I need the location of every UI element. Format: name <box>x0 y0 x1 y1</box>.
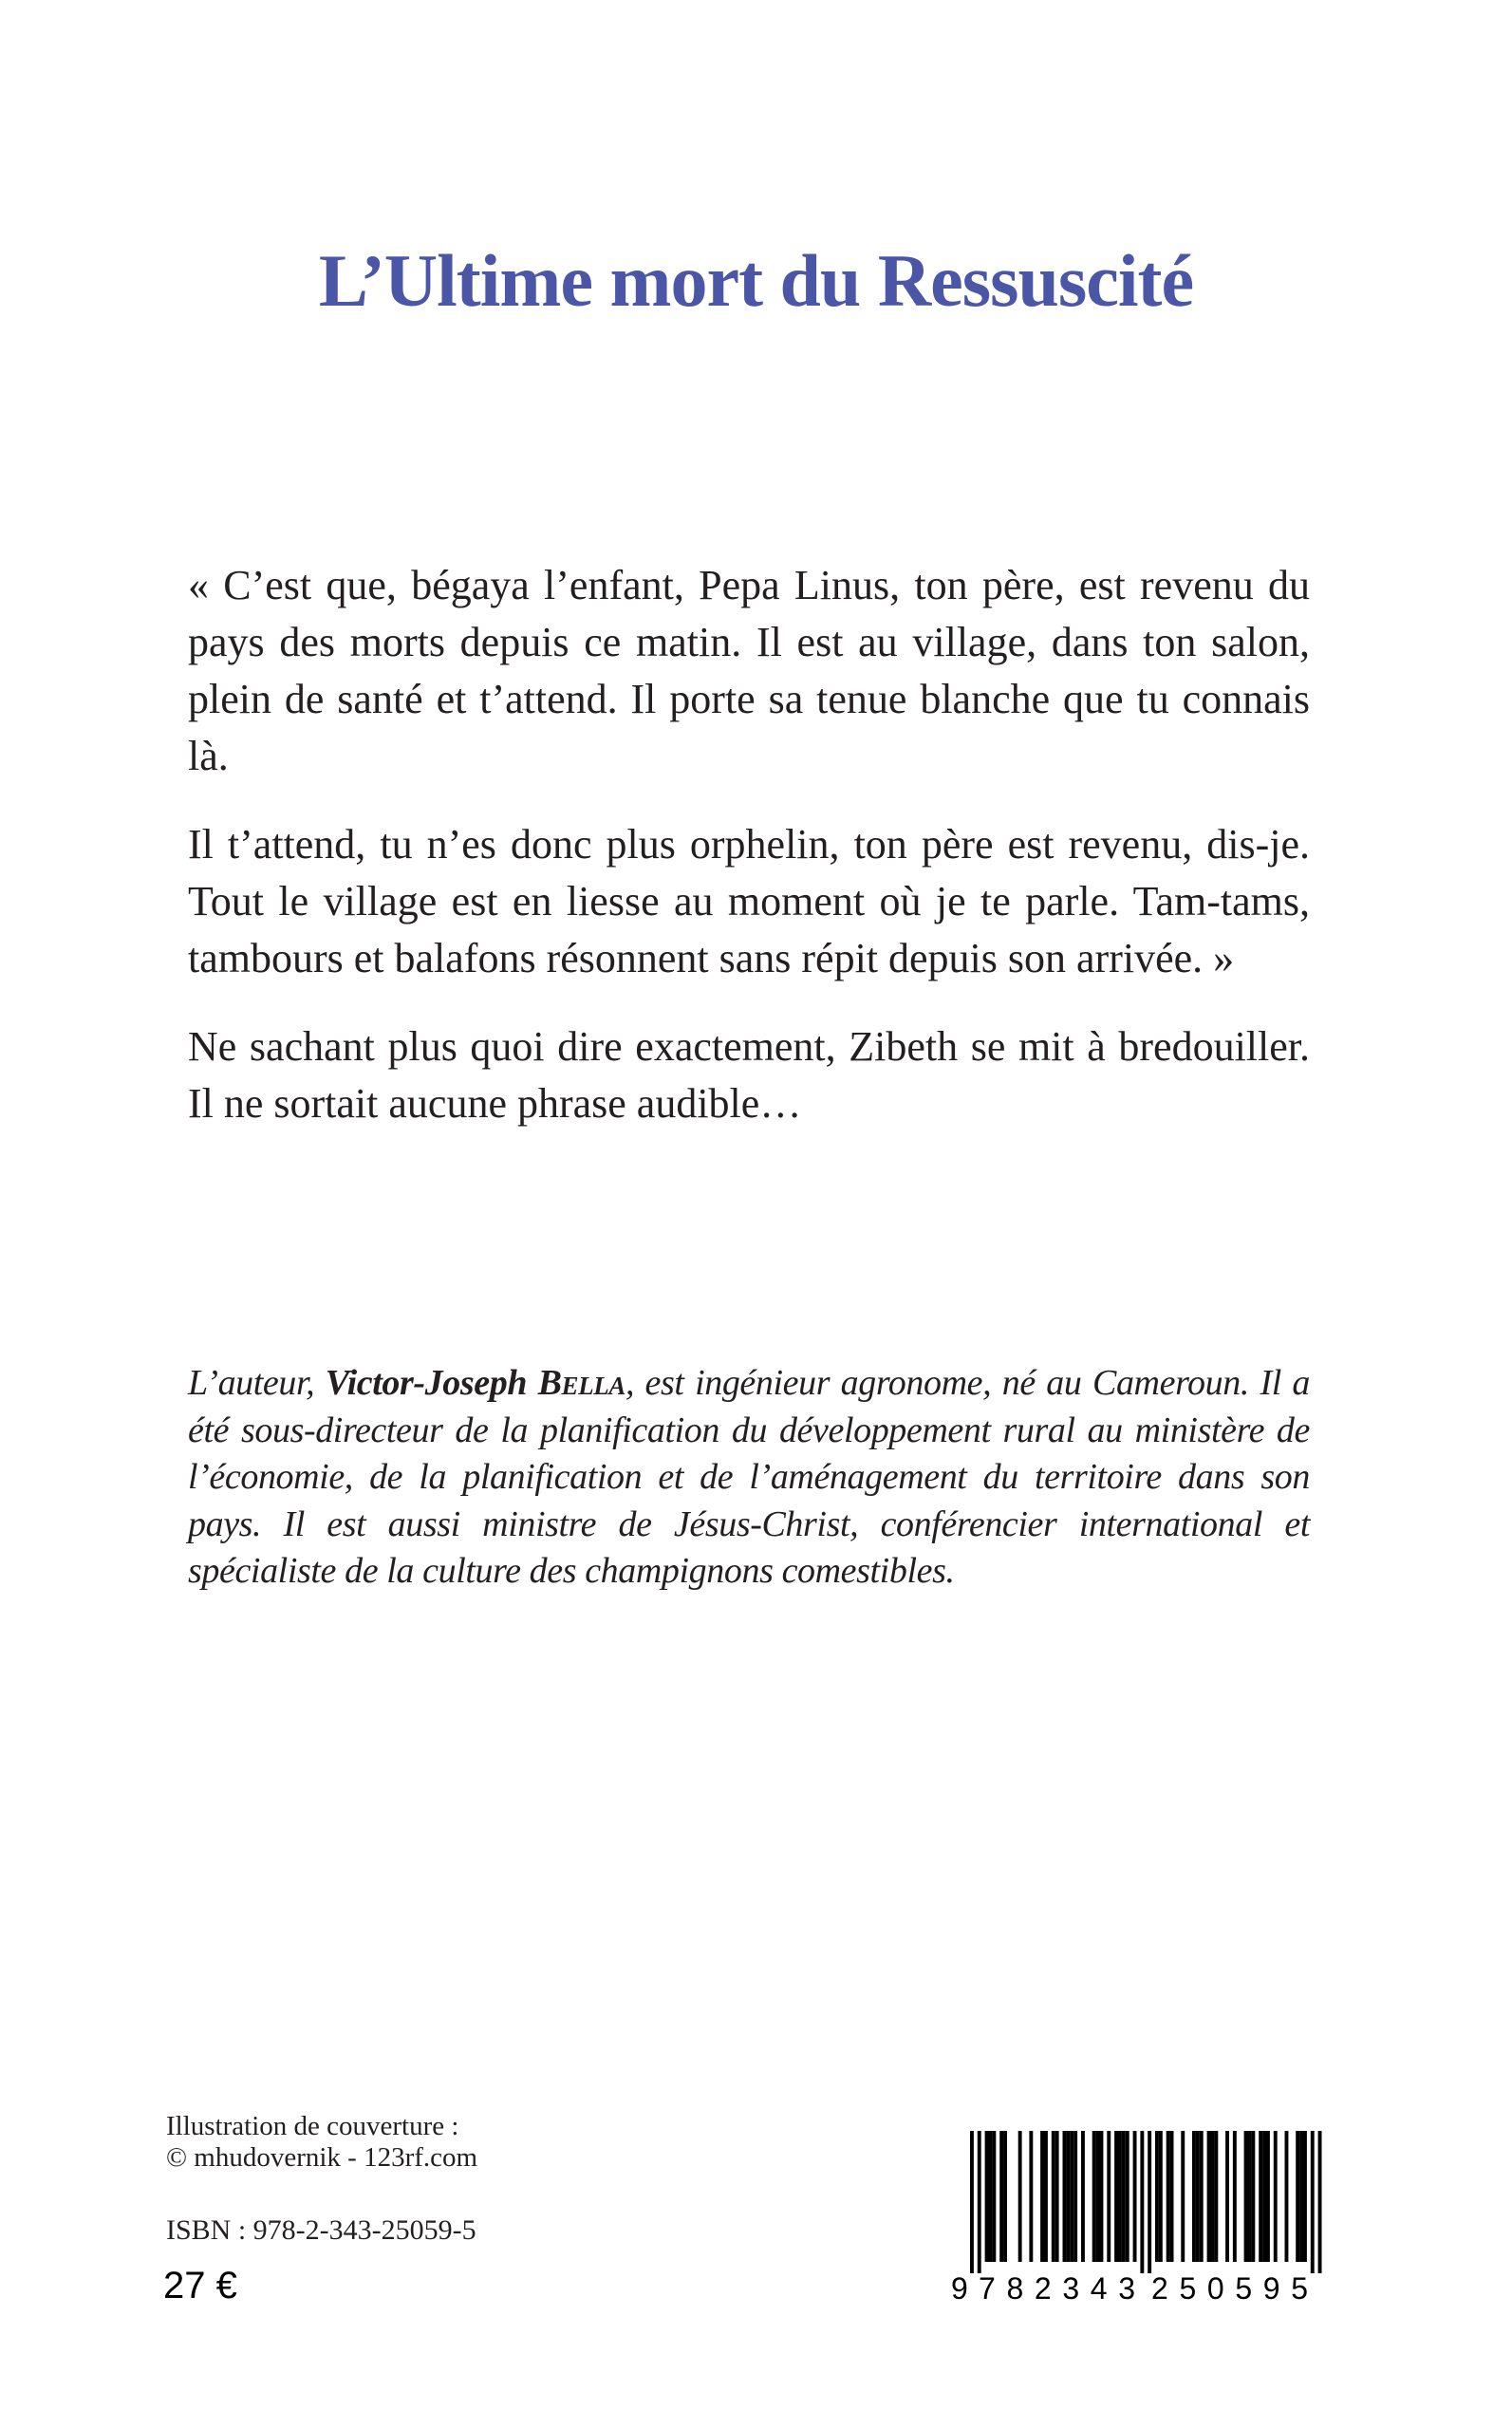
barcode-bar <box>1299 2131 1303 2262</box>
barcode-bar <box>992 2131 996 2262</box>
barcode-right-digits: 250595 <box>1151 2271 1308 2306</box>
barcode-bar <box>1207 2131 1211 2262</box>
barcode-bar <box>1296 2131 1299 2262</box>
excerpt <box>188 557 1310 1164</box>
barcode-bar <box>1148 2131 1151 2273</box>
excerpt-paragraph: Ne sachant plus quoi dire exactement, Zibeth se mit à bredouiller. Il ne sortait aucune phrase audible… <box>188 1023 1310 1127</box>
barcode-bar <box>999 2131 1003 2262</box>
barcode-bars <box>970 2131 1322 2273</box>
book-title: L’Ultime mort du Ressuscité <box>318 239 1194 322</box>
author-last-name: Bella <box>537 1363 625 1403</box>
isbn: ISBN : 978-2-343-25059-5 <box>166 2214 476 2246</box>
barcode-bar <box>1266 2131 1270 2262</box>
barcode-bar <box>978 2131 981 2273</box>
barcode-bar <box>970 2131 974 2273</box>
excerpt-paragraph: « C’est que, bégaya l’enfant, Pepa Linus, ton père, est revenu du pays des morts depuis ce matin. Il est au village, dans ton salon, plein de santé et t’attend. Il porte sa tenue blanche que tu connais là. <box>188 562 1310 779</box>
barcode-bar <box>1192 2131 1196 2262</box>
barcode-bar <box>1003 2131 1007 2262</box>
barcode-bar <box>1155 2131 1159 2262</box>
barcode-bar <box>1303 2131 1307 2262</box>
barcode-bar <box>1063 2131 1067 2262</box>
bio-prefix: L’auteur, <box>188 1363 326 1403</box>
barcode-bar <box>1133 2131 1137 2262</box>
bio-text: , est ingénieur agronome, né au Cameroun. Il a été sous-directeur de la planification du développement rural au ministère de l’économie, de la planification et de l’aménagement du territoire dans son pays. Il est aussi ministre de Jésus-Christ, conférencier international et spécialiste de la culture des champignons comestibles. <box>188 1363 1310 1591</box>
price: 27 € <box>163 2265 237 2306</box>
barcode-bar <box>1196 2131 1200 2262</box>
barcode-bar <box>1018 2131 1022 2262</box>
barcode-bar <box>1118 2131 1122 2262</box>
barcode-bar <box>1181 2131 1185 2262</box>
barcode-bar <box>1311 2131 1315 2273</box>
barcode-bar <box>1040 2131 1044 2262</box>
barcode <box>949 2126 1329 2306</box>
barcode-bar <box>1140 2131 1144 2273</box>
barcode-bar <box>989 2131 993 2262</box>
barcode-bar <box>1318 2131 1322 2273</box>
barcode-bar <box>1259 2131 1262 2262</box>
barcode-bar <box>1029 2131 1033 2262</box>
barcode-first-digit: 9 <box>951 2271 968 2306</box>
barcode-bar <box>1092 2131 1096 2262</box>
barcode-bar <box>1262 2131 1266 2262</box>
barcode-bar <box>1070 2131 1073 2262</box>
barcode-bar <box>1052 2131 1055 2262</box>
barcode-bar <box>1285 2131 1289 2262</box>
barcode-left-digits: 782343 <box>979 2271 1135 2306</box>
author-bio <box>188 1360 1310 1596</box>
barcode-bar <box>1274 2131 1278 2262</box>
barcode-bar <box>1170 2131 1174 2262</box>
barcode-bar <box>1251 2131 1255 2262</box>
cover-credits <box>166 2111 477 2174</box>
barcode-bar <box>985 2131 989 2262</box>
barcode-bar <box>1200 2131 1204 2262</box>
barcode-bar <box>1244 2131 1248 2262</box>
excerpt-paragraph: Il t’attend, tu n’es donc plus orphelin, ton père est revenu, dis-je. Tout le village est en liesse au moment où je te parle. Tam-tams, tambours et balafons résonnent sans répit depuis son arrivée. » <box>188 821 1310 981</box>
barcode-bar <box>1073 2131 1077 2262</box>
barcode-bar <box>1100 2131 1104 2262</box>
barcode-bar <box>1122 2131 1126 2262</box>
barcode-bar <box>1159 2131 1163 2262</box>
barcode-bar <box>1248 2131 1252 2262</box>
barcode-bar <box>1066 2131 1070 2262</box>
barcode-bar <box>1211 2131 1215 2262</box>
barcode-bar <box>1126 2131 1129 2262</box>
barcode-bar <box>1055 2131 1059 2262</box>
barcode-bar <box>1044 2131 1048 2262</box>
barcode-bar <box>1225 2131 1229 2262</box>
barcode-bar <box>1107 2131 1111 2262</box>
credits-source: © mhudovernik - 123rf.com <box>166 2142 478 2173</box>
barcode-bar <box>1167 2131 1170 2262</box>
barcode-bar <box>1233 2131 1237 2262</box>
author-first-name: Victor-Joseph <box>325 1363 538 1403</box>
barcode-bar <box>1081 2131 1085 2262</box>
barcode-bar <box>1214 2131 1218 2262</box>
barcode-bar <box>1114 2131 1118 2262</box>
barcode-bar <box>1096 2131 1100 2262</box>
credits-label: Illustration de couverture : <box>166 2111 459 2141</box>
